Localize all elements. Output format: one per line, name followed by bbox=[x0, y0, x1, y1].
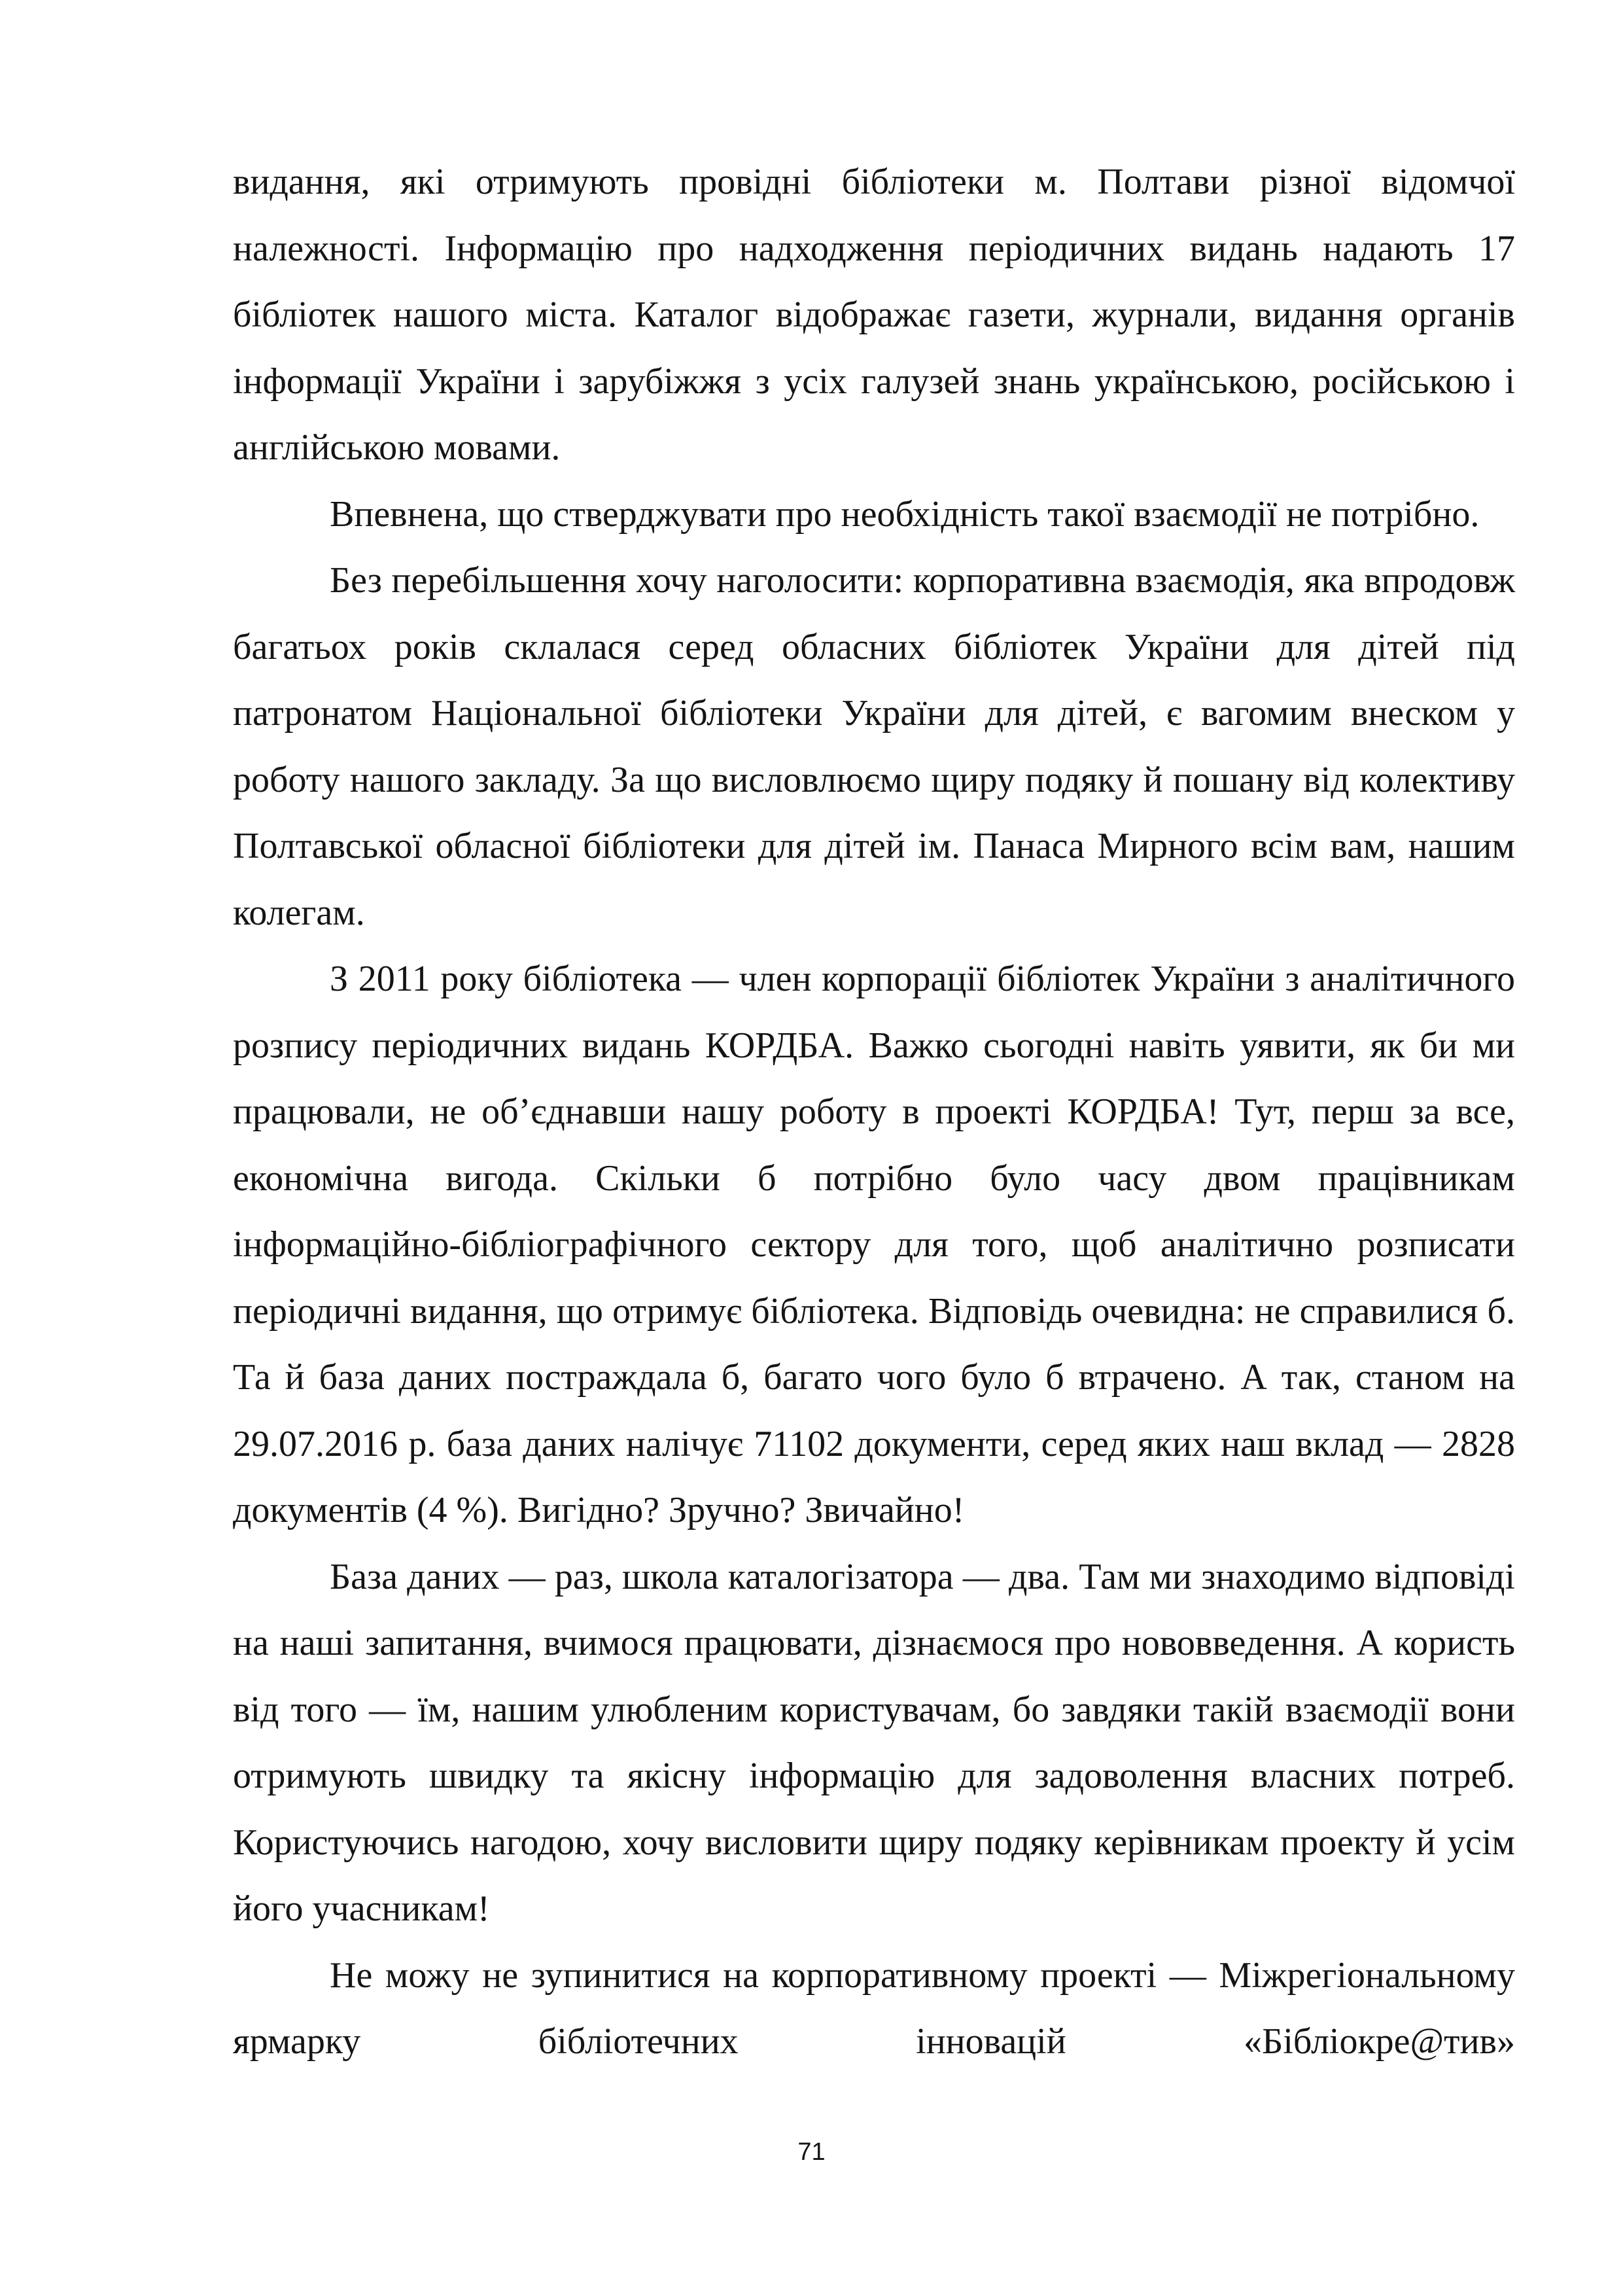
paragraph-database-school: База даних — раз, школа каталогізатора — два. Там ми знаходимо відповіді на наші запитання, вчимося працювати, дізнаємося про нововведення. А користь від того — їм, нашим улюбленим користувачам, бо завдяки такій взаємодії вони отримують швидку та якісну інформацію для задоволення власних потреб. Користуючись нагодою, хочу висловити щиру подяку керівникам проекту й усім його учасникам! bbox=[233, 1556, 1515, 1929]
paragraph-interaction-claim: Впевнена, що стверджувати про необхідність такої взаємодії не потрібно. bbox=[330, 493, 1480, 535]
body-text bbox=[233, 149, 1515, 2075]
page-number: 71 bbox=[797, 2138, 826, 2166]
paragraph-fair-project: Не можу не зупинитися на корпоративному проекті — Міжрегіональному ярмарку бібліотечних інновацій «Бібліокре@тив» bbox=[233, 1954, 1515, 2062]
paragraph-corporate-cooperation: Без перебільшення хочу наголосити: корпоративна взаємодія, яка впродовж багатьох років склалася серед обласних бібліотек України для дітей під патронатом Національної бібліотеки України для дітей, є вагомим внеском у роботу нашого закладу. За що висловлюємо щиру подяку й пошану від колективу Полтавської обласної бібліотеки для дітей ім. Панаса Мирного всім вам, нашим колегам. bbox=[233, 560, 1515, 933]
paragraph-continuation: видання, які отримують провідні бібліотеки м. Полтави різної відомчої належності. Інформацію про надходження періодичних видань надають 17 бібліотек нашого міста. Каталог відображає газети, журнали, видання органів інформації України і зарубіжжя з усіх галузей знань українською, російською і англійською мовами. bbox=[233, 162, 1515, 468]
paragraph-kordba: З 2011 року бібліотека — член корпорації бібліотек України з аналітичного розпису періодичних видань КОРДБА. Важко сьогодні навіть уявити, як би ми працювали, не об’єднавши нашу роботу в проекті КОРДБА! Тут, перш за все, економічна вигода. Скільки б потрібно було часу двом працівникам інформаційно-бібліографічного сектору для того, щоб аналітично розписати періодичні видання, що отримує бібліотека. Відповідь очевидна: не справилися б. Та й база даних постраждала б, багато чого було б втрачено. А так, станом на 29.07.2016 р. база даних налічує 71102 документи, серед яких наш вклад — 2828 документів (4 %). Вигідно? Зручно? Звичайно! bbox=[233, 959, 1515, 1530]
